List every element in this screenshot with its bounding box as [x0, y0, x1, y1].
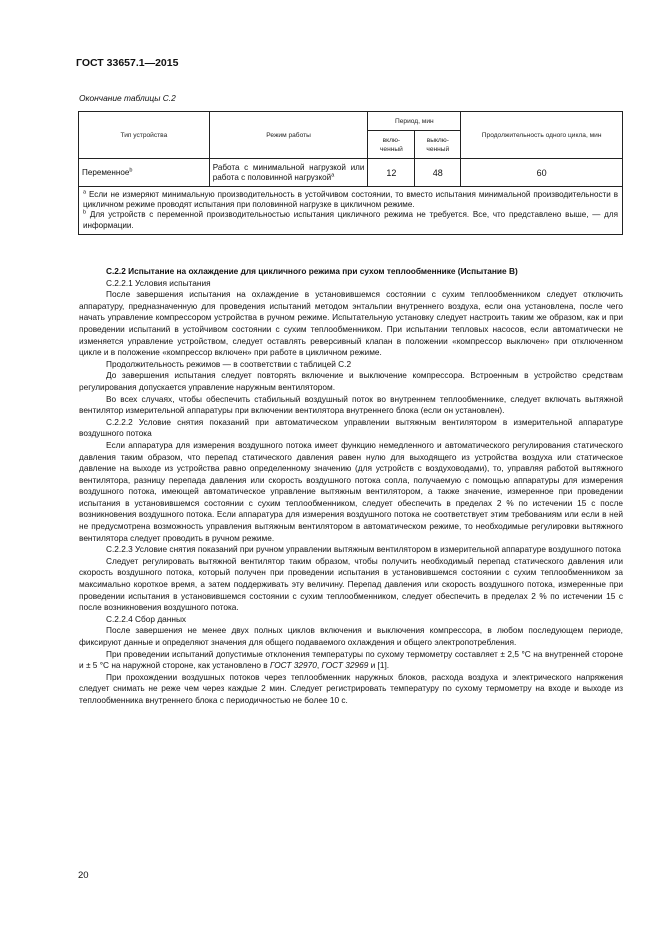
table-row [79, 159, 623, 187]
reference-link: ГОСТ 32969 [321, 660, 369, 671]
cell-off: 48 [415, 159, 461, 187]
cell-mode: Работа с минимальной нагрузкой или работа с половинной нагрузкой$^a$ [209, 159, 368, 187]
subsection-title: С.2.2.2 Условие снятия показаний при автоматическом управлении вытяжным вентилятором в измерительной аппаратуре воздушного потока [79, 416, 623, 439]
paragraph: До завершения испытания следует повторять включение и выключение компрессора. Встроенным в устройство средствам регулирования допускается управление наружным вентилятором. [79, 370, 623, 392]
table-footnotes [79, 187, 623, 235]
paragraph: Во всех случаях, чтобы обеспечить стабильный воздушный поток во внутреннем теплообменнике, следует включать вытяжной вентилятор измерительной аппаратуры при включении вентилятора внутреннего блока (если он установлен). [79, 393, 623, 416]
paragraph: При прохождении воздушных потоков через теплообменник наружных блоков, расхода воздуха и электрического напряжения следует снимать не реже чем через каждые 2 мин. Следует регистрировать температуру по сухому термометру на входе и выходе из теплообменника внутреннего блока с периодичностью не более 10 с. [79, 671, 623, 705]
paragraph: Если аппаратура для измерения воздушного потока имеет функцию немедленного и автоматического регулирования статического давления таким образом, что перепад статического давления равен нулю для выходящего из устройства воздуха или статическое давление на выходе из устройства равно определенному значению (для устройств с воздуховодами), то, управляя работой вытяжного вентилятора, разницу перепада давления или скорость воздушного потока сопла, получаемую с помощью аппаратуры для измерения воздушного потока, имеющей автоматическое управление вытяжным вентилятором, а также значение, измеренное при проведении испытания в установившемся состоянии с сухим теплообменником, следует обеспечить в пределах 2 % по истечении 15 с после возникновения воздушного потока. Если аппаратура для измерения воздушного потока не соответствует этим требованиям или если в ней не предусмотрена возможность управления вытяжным вентилятором в автоматическом режиме, то необходимые регулировки вытяжного вентилятора следует проводить в ручном режиме. [79, 439, 623, 543]
header-on: вклю- ченный [368, 131, 415, 159]
cell-duration: 60 [461, 159, 623, 187]
table-c2 [78, 111, 623, 235]
paragraph: При проведении испытаний допустимые отклонения температуры по сухому термометру составляет ± 2,5 °С на внутренней стороне и ± 5 °С на наружной стороне, как установлено в ГОСТ 32970, ГОСТ 32969 и [1]. [79, 648, 623, 671]
section-heading: С.2.2 Испытание на охлаждение для цикличного режима при сухом теплообменнике (Испытание В) [106, 266, 518, 276]
footnote-a: $^a$ Если не измеряют минимальную производительность в устойчивом состоянии, то вместо испытания минимальной производительности в цикличном режиме проводят испытания при половинной нагрузке в цикличном режиме. [83, 189, 618, 210]
header-off: выклю- ченный [415, 131, 461, 159]
footnote-b: $^b$ Для устройств с переменной производительностью испытания цикличного режима не требуется. Все, что представлено выше, — для информации. [83, 209, 618, 230]
header-device-type: Тип устройства [79, 112, 210, 159]
paragraph: Следует регулировать вытяжной вентилятор таким образом, чтобы получить необходимый перепад статического давления или скорость воздушного потока, который получен при проведении испытания в установившемся состоянии с сухим теплообменником за максимально короткое время, а затем поддерживать эту величину. Перепад давления или скорость воздушного потока, измеренные при проведении испытания в установившемся состоянии с сухим теплообменником, следует обеспечить в пределах 2 % по истечении 15 с после возникновения воздушного потока. [79, 555, 623, 613]
subsection-title: С.2.2.1 Условия испытания [106, 277, 211, 288]
paragraph: После завершения испытания на охлаждение в установившемся состоянии с сухим теплообменником следует отключить аппаратуру, предназначенную для проведения испытаний методом энтальпии внутреннего воздуха, если она установлена, после чего начать управление компрессором устройства в ручном режиме. Испытательную установку следует настроить таким же образом, как и при проведении испытаний в устойчивом состоянии с сухим теплообменником. При испытании тепловых насосов, если автоматически не изменяется управление устройством, следует оставлять реверсивный клапан в положении «компрессор выключен» при отключенном цикле и в положение «компрессор включен» при работе в цикличном режиме. [79, 289, 623, 358]
page-number: 20 [78, 870, 89, 881]
cell-device: Переменное$^b$ [79, 159, 210, 187]
subsection-title: С.2.2.3 Условие снятия показаний при ручном управлении вытяжным вентилятором в измерительной аппаратуре воздушного потока [106, 544, 621, 555]
reference-link: ГОСТ 32970 [269, 660, 317, 671]
header-period: Период, мин [368, 112, 461, 131]
table-caption: Окончание таблицы С.2 [79, 93, 176, 103]
document-header: ГОСТ 33657.1—2015 [76, 57, 179, 69]
body-text [79, 266, 623, 707]
cell-on: 12 [368, 159, 415, 187]
header-operating-mode: Режим работы [209, 112, 368, 159]
subsection-title: С.2.2.4 Сбор данных [106, 613, 187, 624]
paragraph: После завершения не менее двух полных циклов включения и выключения компрессора, в любом последующем периоде, фиксируют данные и определяют значения для общего подаваемого охлаждения и общего электропотребления. [79, 625, 623, 647]
paragraph: Продолжительность режимов — в соответствии с таблицей С.2 [106, 358, 352, 369]
header-cycle-duration: Продолжительность одного цикла, мин [461, 112, 623, 159]
